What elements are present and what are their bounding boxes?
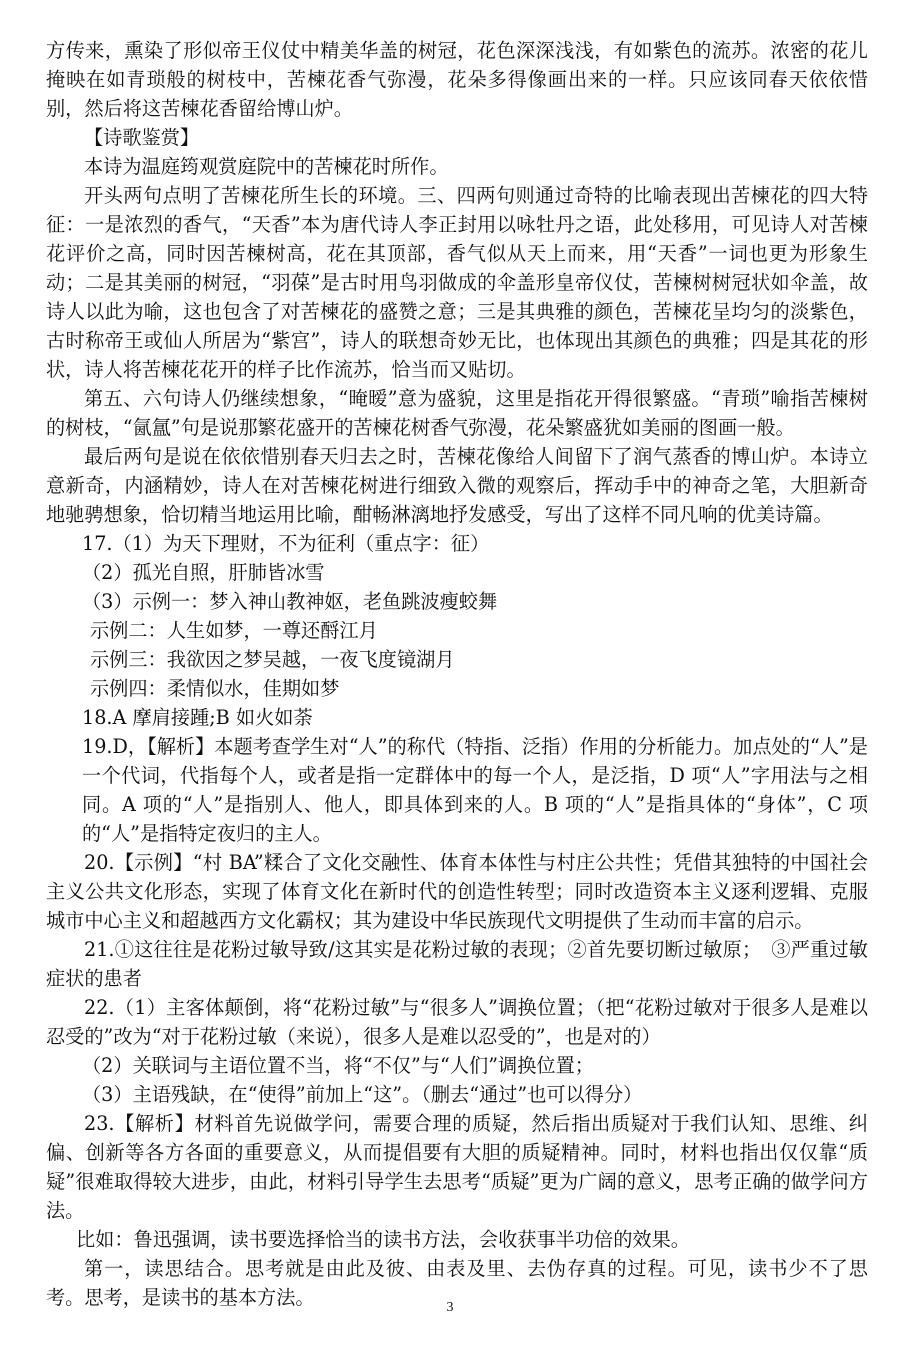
appreciation-paragraph: 最后两句是说在依依惜别春天归去之时，苦楝花像给人间留下了润气蒸香的博山炉。本诗立意新奇，内涵精妙，诗人在对苦楝花树进行细致入微的观察后，挥动手中的神奇之笔，大胆新奇地驰骋想象，恰切精当地运用比喻，酣畅淋漓地抒发感受，写出了这样不同凡响的优美诗篇。 (46, 445, 868, 526)
appreciation-paragraph: 第五、六句诗人仍继续想象，“晻暧”意为盛貌，这里是指花开得很繁盛。“青琐”喻指苦楝树的树枝，“氤氲”句是说那繁花盛开的苦楝花树香气弥漫，花朵繁盛犹如美丽的图画一般。 (46, 387, 868, 439)
answer-22-line: （3）主语残缺，在“使得”前加上“这”。（删去“通过”也可以得分） (82, 1083, 643, 1106)
answer-19 (46, 732, 868, 848)
appreciation-paragraph: 开头两句点明了苦楝花所生长的环境。三、四两句则通过奇特的比喻表现出苦楝花的四大特征：一是浓烈的香气，“天香”本为唐代诗人李正封用以咏牡丹之语，此处移用，可见诗人对苦楝花评价之高，同时因苦楝树高，花在其顶部，香气似从天上而来，用“天香”一词也更为形象生动；二是其美丽的树冠，“羽葆”是古时用鸟羽做成的伞盖形皇帝仪仗，苦楝树树冠状如伞盖，故诗人以此为喻，这也包含了对苦楝花的盛赞之意；三是其典雅的颜色，苦楝花呈均匀的淡紫色，古时称帝王或仙人所居为“紫宫”，诗人的联想奇妙无比，也体现出其颜色的典雅；四是其花的形状，诗人将苦楝花花开的样子比作流苏，恰当而又贴切。 (46, 184, 868, 381)
answer-23-first-point: 第一，读思结合。思考就是由此及彼、由表及里、去伪存真的过程。可见，读书少不了思考。思考，是读书的基本方法。 (46, 1257, 868, 1309)
answer-21: 21.①这往往是花粉过敏导致/这其实是花粉过敏的表现；②首先要切断过敏原； ③严重过敏症状的患者 (46, 938, 868, 990)
answer-17-line: 17.（1）为天下理财，不为征利（重点字：征） (82, 532, 490, 555)
answer-19-text: 19.D，【解析】本题考查学生对“人”的称代（特指、泛指）作用的分析能力。加点处的“人”是一个代词，代指每个人，或者是指一定群体中的每一个人，是泛指，D 项“人”字用法与之相同。A 项的“人”是指别人、他人，即具体到来的人。B 项的“人”是指具体的“身体”，C 项的“人”是指特定夜归的主人。 (82, 735, 868, 845)
page-number: 3 (446, 1300, 454, 1315)
translation-paragraph: 方传来，熏染了形似帝王仪仗中精美华盖的树冠，花色深深浅浅，有如紫色的流苏。浓密的花儿掩映在如青琐般的树枝中，苦楝花香气弥漫，花朵多得像画出来的一样。只应该同春天依依惜别，然后将这苦楝花香留给博山炉。 (46, 39, 868, 120)
answer-17-example: 示例四：柔情似水，佳期如梦 (90, 677, 340, 700)
appreciation-paragraph: 本诗为温庭筠观赏庭院中的苦楝花时所作。 (84, 155, 449, 178)
answer-20: 20.【示例】“村 BA”糅合了文化交融性、体育本体性与村庄公共性；凭借其独特的中国社会主义公共文化形态，实现了体育文化在新时代的创造性转型；同时改造资本主义逐利逻辑、克服城市中心主义和超越西方文化霸权；其为建设中华民族现代文明提供了生动而丰富的启示。 (46, 851, 868, 932)
answer-17-example: 示例三：我欲因之梦吴越，一夜飞度镜湖月 (90, 648, 455, 671)
document-body (46, 36, 868, 1312)
answer-22-line: （2）关联词与主语位置不当，将“不仅”与“人们”调换位置； (82, 1054, 594, 1077)
section-heading: 【诗歌鉴赏】 (84, 126, 200, 149)
answer-23-example: 比如：鲁迅强调，读书要选择恰当的读书方法，会收获事半功倍的效果。 (76, 1228, 690, 1251)
answer-18: 18.A 摩肩接踵;B 如火如荼 (82, 706, 313, 729)
answer-23-analysis: 23.【解析】材料首先说做学问，需要合理的质疑，然后指出质疑对于我们认知、思维、纠偏、创新等各方各面的重要意义，从而提倡要有大胆的质疑精神。同时，材料也指出仅仅靠“质疑”很难取得较大进步，由此，材料引导学生去思考“质疑”更为广阔的意义，思考正确的做学问方法。 (46, 1112, 868, 1222)
answer-22-line: 22.（1）主客体颠倒，将“花粉过敏”与“很多人”调换位置；（把“花粉过敏对于很多人是难以忍受的”改为“对于花粉过敏（来说），很多人是难以忍受的”，也是对的） (46, 996, 868, 1048)
answer-17-line: （2）孤光自照，肝肺皆冰雪 (82, 561, 325, 584)
answer-17-example: 示例二：人生如梦，一尊还酹江月 (90, 619, 378, 642)
answer-17-line: （3）示例一：梦入神山教神妪，老鱼跳波瘦蛟舞 (82, 590, 498, 613)
